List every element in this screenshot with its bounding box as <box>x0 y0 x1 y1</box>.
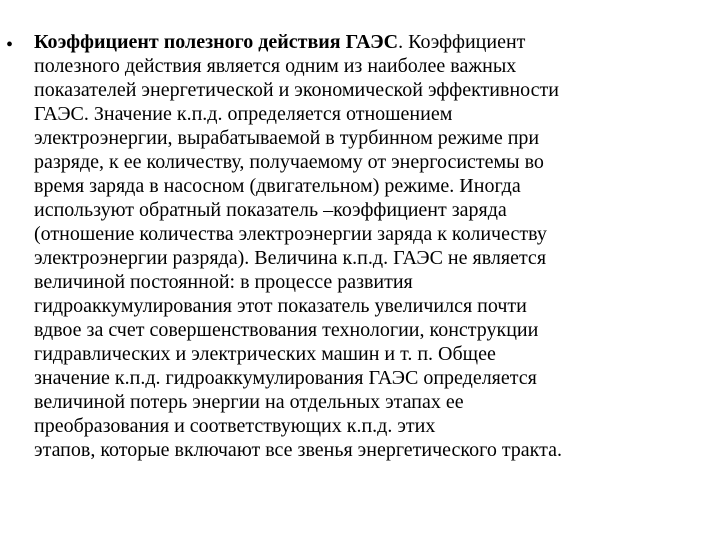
text-line: электроэнергии, вырабатываемой в турбинном режиме при <box>34 127 540 149</box>
text-line: величиной постоянной: в процессе развития <box>34 271 413 293</box>
text-line: (отношение количества электроэнергии заряда к количеству <box>34 223 547 245</box>
text-line <box>34 30 710 54</box>
text-line: время заряда в насосном (двигательном) режиме. Иногда <box>34 175 521 197</box>
text-line: показателей энергетической и экономической эффективности <box>34 79 559 101</box>
text-line: гидроаккумулирования этот показатель увеличился почти <box>34 295 527 317</box>
text-line: полезного действия является одним из наиболее важных <box>34 55 517 77</box>
text-line: вдвое за счет совершенствования технологии, конструкции <box>34 319 539 341</box>
text-line: этапов, которые включают все звенья энергетического тракта. <box>34 439 562 461</box>
text-line: значение к.п.д. гидроаккумулирования ГАЭС определяется <box>34 367 537 389</box>
text-line: используют обратный показатель –коэффициент заряда <box>34 199 507 221</box>
heading-bold: Коэффициент полезного действия ГАЭС <box>34 31 399 53</box>
text-line: разряде, к ее количеству, получаемому от энергосистемы во <box>34 151 544 173</box>
text-line: ГАЭС. Значение к.п.д. определяется отношением <box>34 103 453 125</box>
text-line: преобразования и соответствующих к.п.д. этих <box>34 415 436 437</box>
text-line: величиной потерь энергии на отдельных этапах ее <box>34 391 464 413</box>
paragraph <box>34 30 710 462</box>
text-line: электроэнергии разряда). Величина к.п.д. ГАЭС не является <box>34 247 547 269</box>
text-line: гидравлических и электрических машин и т. п. Общее <box>34 343 496 365</box>
bullet-marker: • <box>6 34 14 56</box>
text-line-rest: . Коэффициент <box>398 31 526 53</box>
